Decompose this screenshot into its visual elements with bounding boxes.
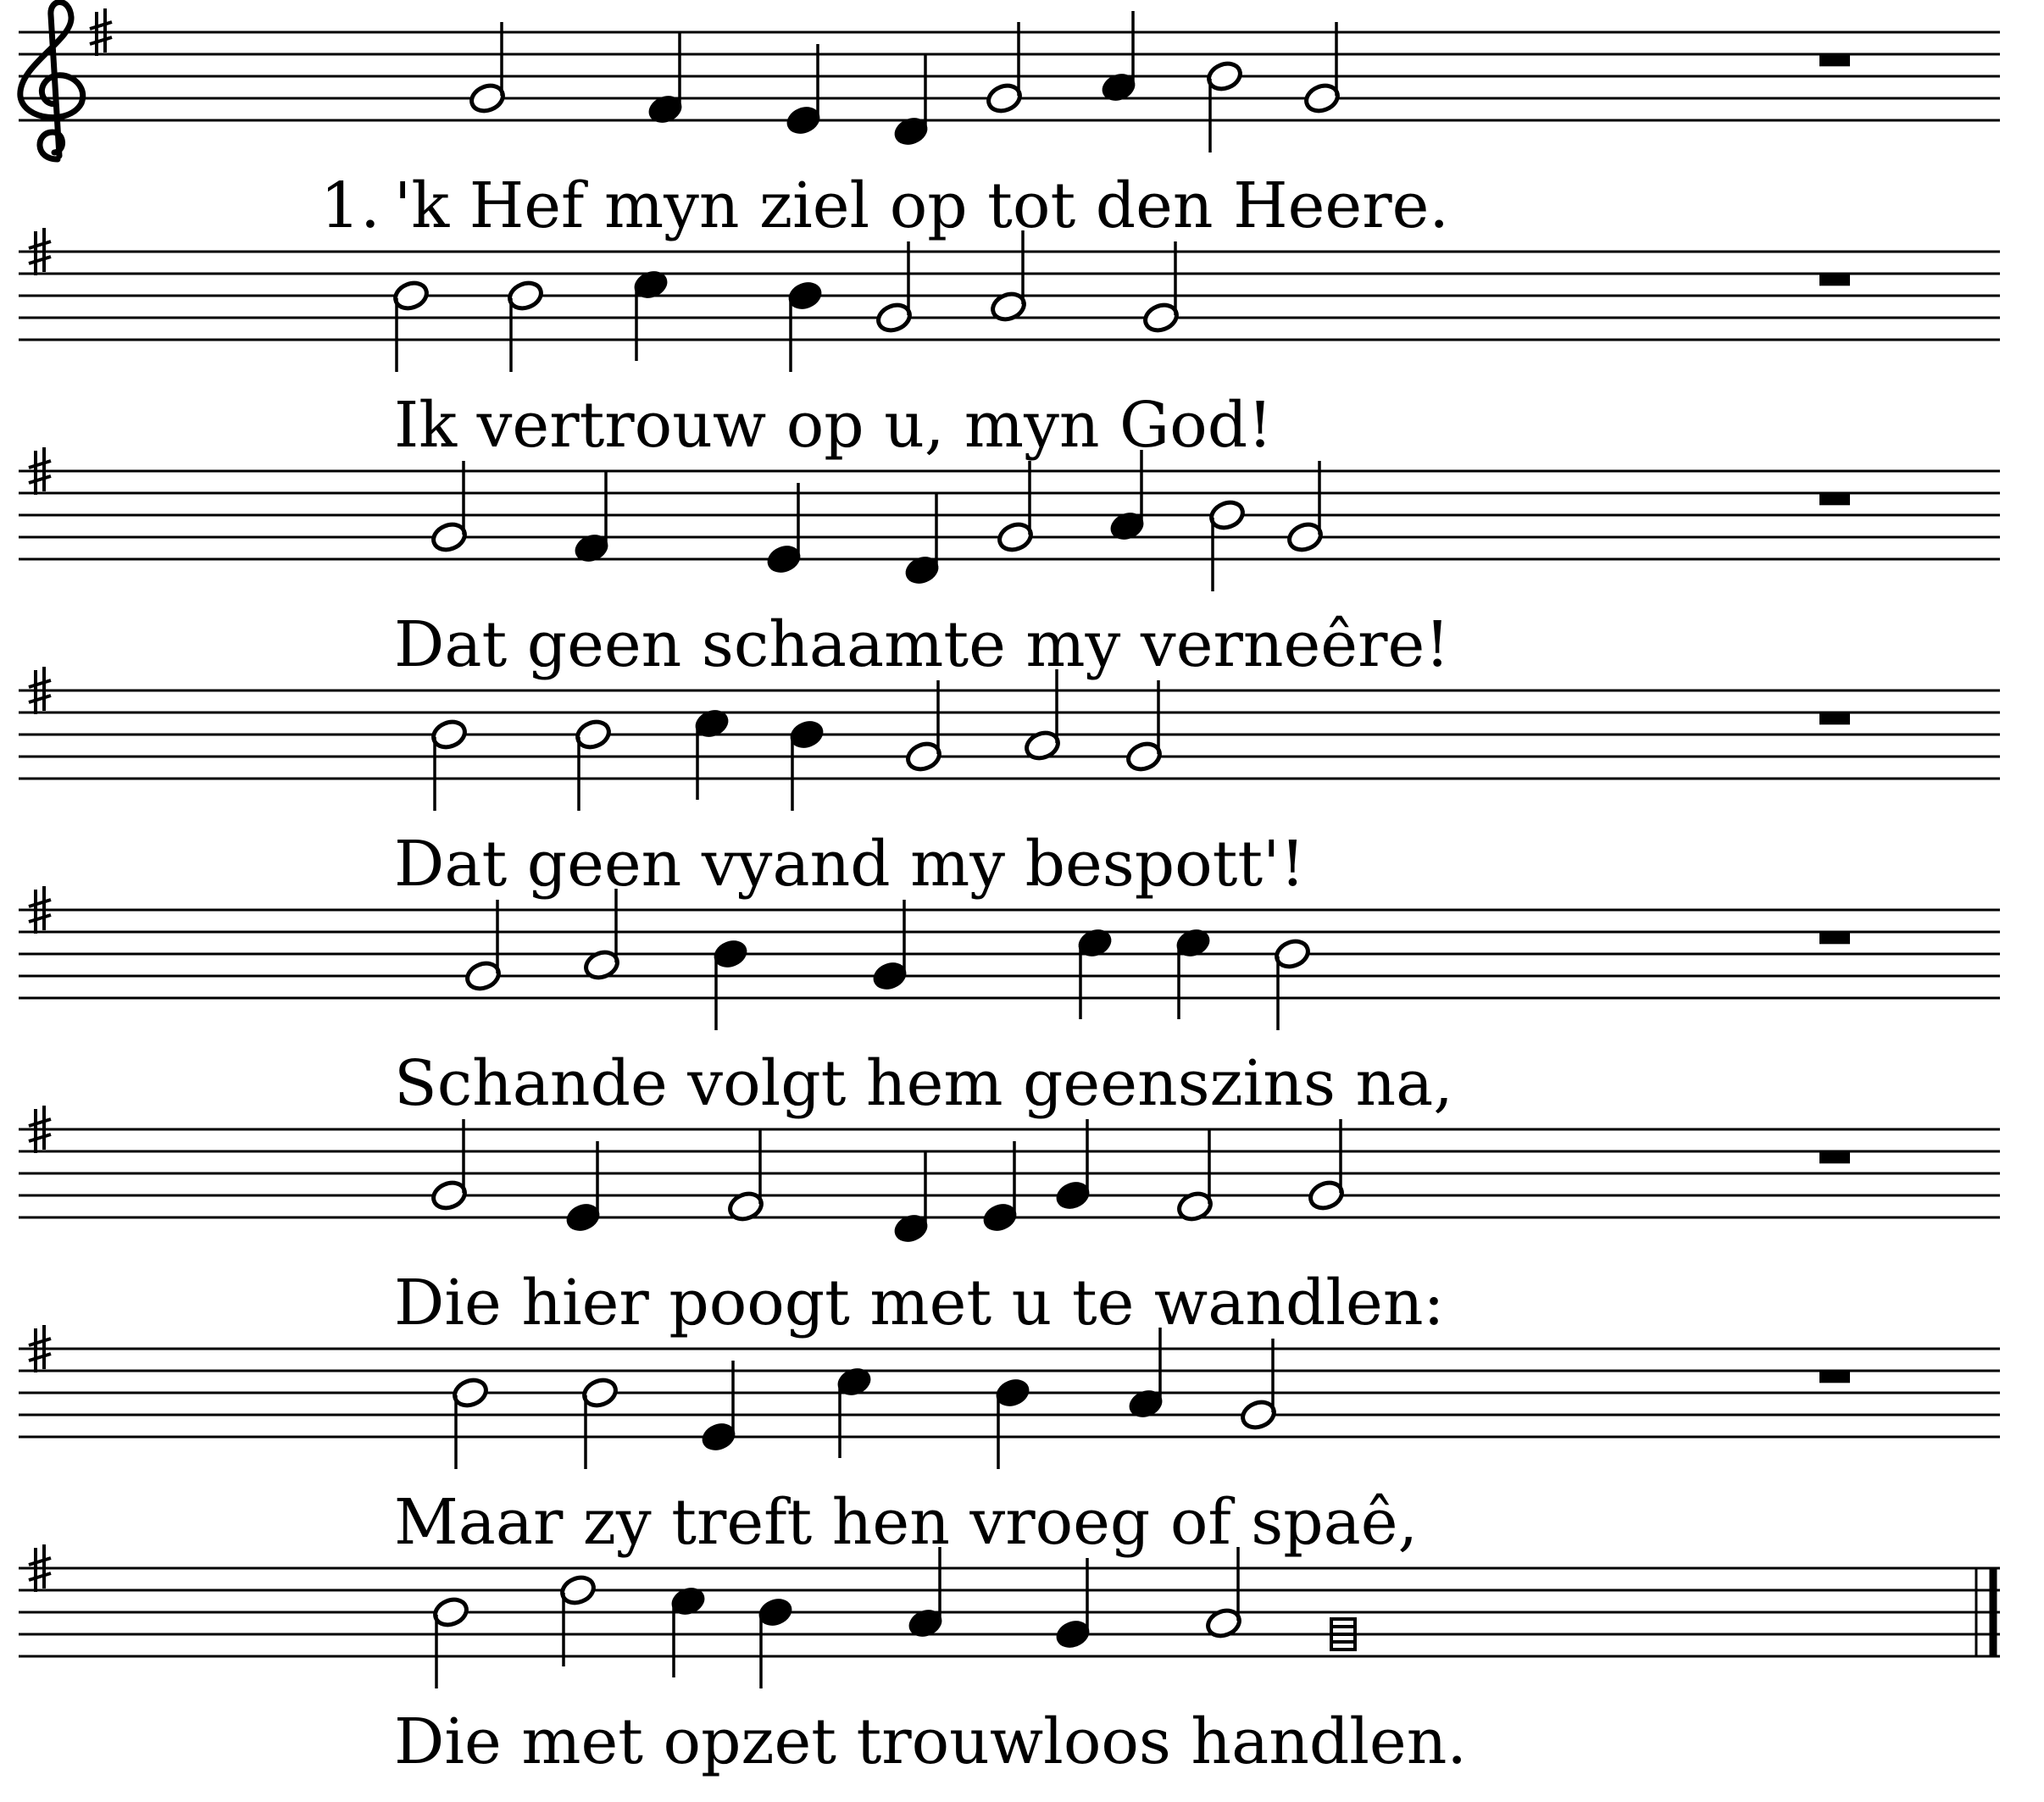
system-4 — [19, 667, 2000, 901]
whole-rest — [1819, 712, 1850, 724]
lyric-line: 'k Hef myn ziel op tot den Heere. — [394, 169, 1449, 242]
lyric-line: Ik vertrouw op u, myn God! — [394, 389, 1273, 462]
lyric-line: Maar zy treft hen vroeg of spaê, — [394, 1486, 1419, 1559]
lyric-line: Die met opzet trouwloos handlen. — [394, 1705, 1467, 1778]
lyric-line: Dat geen vyand my bespott'! — [394, 828, 1306, 901]
system-5 — [19, 886, 2000, 1120]
treble-clef — [20, 3, 83, 160]
system-8 — [19, 1544, 2000, 1778]
whole-rest — [1819, 274, 1850, 286]
lyric-line: Schande volgt hem geenszins na, — [394, 1047, 1453, 1120]
verse-number: 1. — [320, 169, 380, 242]
system-6 — [19, 1106, 2000, 1339]
whole-rest — [1819, 1151, 1850, 1163]
system-2 — [19, 228, 2000, 462]
system-1 — [19, 3, 2000, 243]
system-3 — [19, 447, 2000, 681]
lyric-line: Dat geen schaamte my verneêre! — [394, 608, 1451, 681]
whole-rest — [1819, 493, 1850, 505]
whole-rest — [1819, 54, 1850, 66]
whole-rest — [1819, 1371, 1850, 1383]
system-7 — [19, 1325, 2000, 1559]
lyric-line: Die hier poogt met u te wandlen: — [394, 1267, 1445, 1339]
whole-rest — [1819, 932, 1850, 944]
